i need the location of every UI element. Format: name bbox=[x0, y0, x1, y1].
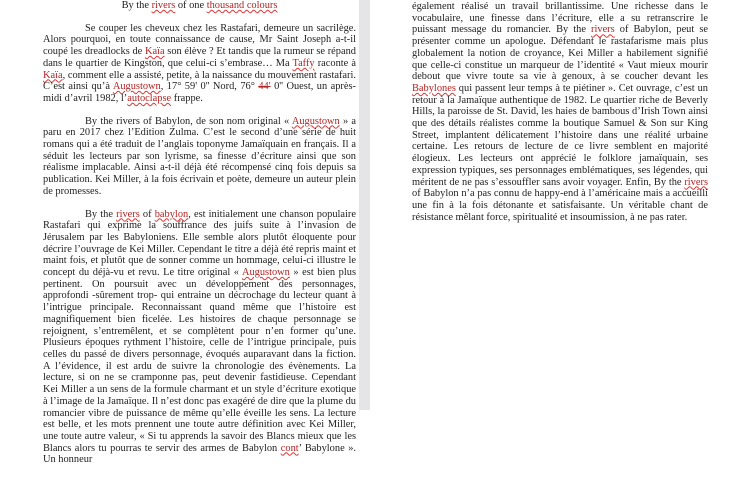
misspelled-word: babylon bbox=[154, 208, 189, 220]
text-run: By the rivers of Babylon, de son nom original « bbox=[85, 115, 292, 127]
text-run: of one bbox=[175, 0, 207, 11]
paragraph bbox=[412, 1, 708, 223]
misspelled-word: rivers bbox=[684, 176, 708, 188]
page-left bbox=[43, 0, 356, 477]
misspelled-word: autoclapse bbox=[127, 92, 172, 104]
text-run: of bbox=[139, 208, 155, 220]
paragraph bbox=[43, 23, 356, 105]
misspelled-word: Taffy bbox=[292, 57, 315, 69]
paragraph bbox=[43, 116, 356, 198]
text-run: Se couper les cheveux chez les Rastafari, demeure un sacrilège. Alors pourquoi, en toute connaissance de cause, Mr Saint Joseph a-t-il coupé les dreadlocks de bbox=[43, 22, 356, 58]
misspelled-word: Augustown bbox=[241, 267, 290, 279]
misspelled-word: rivers bbox=[116, 208, 140, 220]
text-run: son élève ? Et tandis que la rumeur se répand dans le quartier de Kingston, que celui-ci s’embrase… Ma bbox=[43, 46, 356, 69]
deleted-text: 44' bbox=[258, 81, 271, 93]
misspelled-word: Babylones bbox=[412, 82, 456, 94]
misspelled-word: Augustown bbox=[291, 115, 340, 127]
text-run: raconte à bbox=[314, 57, 356, 69]
misspelled-word: Augustown bbox=[112, 81, 161, 93]
text-run: qui passent leur temps à te piétiner ». Cet ouvrage, c’est un retour à la Jamaïque authentique de 1982. Le quartier riche de Beverly Hills, la paroisse de St. David, les haies de bambous d’Irish Town ainsi que des détails réalistes comme la boutique Samuel & Son sur King Street, implantent délicatement l’histoire dans une réalité urbaine certaine. Les retours de lecture de ce livre semblent en majorité élogieux. Les lecteurs ont apprécié le folklore jamaïquain, ses expression typiques, ses personnages emblématiques, ses légendes, qui méritent de ne pas s’essouffler sans avoir voyager. Enfin, By the bbox=[412, 82, 708, 188]
text-run: » est bien plus pertinent. On poursuit avec un développement des personnages, approfondi -sûrement trop- qui entraine un décrochage du lecteur quant à l’intrigue principale. Reconnaissant quand même que l’histoire est magnifiquement bien ficelée. Les histoires de chaque personnage se rejoignent, s’entremêlent, et se complètent pour n’en former qu’une. Plusieurs époques rythment l’histoire, celle de l’intrigue principale, puis celles du passé de divers personnage, évoqués auparavant dans la fiction. A l’évidence, il est ardu de suivre la chronologie des évènements. La lecture, si on ne se cramponne pas, peut devenir fastidieuse. Cependant Kei Miller a un sens de la formule charmant et un style d’écriture exotique à l’image de la Jamaïque. Il n’est donc pas exagéré de dire que la plume du romancier vibre de puissance de même qu’elle éveille les sens. La lecture est belle, et les mots prennent une toute autre définition avec Kei Miller, une toute autre valeur, « Si tu apprends la savoir des Blancs mieux que les Blancs alors tu pourras te servir des armes de Babylon bbox=[43, 267, 356, 454]
misspelled-word: rivers bbox=[151, 0, 176, 11]
text-run: By the bbox=[85, 208, 117, 220]
misspelled-word: Kaïa bbox=[144, 46, 165, 58]
page-gap-divider bbox=[359, 0, 370, 410]
text-run: of Babylon n’a pas connu de happy-end à l’américaine mais a accueilli une fin à la fois détonante et satisfaisante. Un véritable chant de résistance mêlant force, spiritualité et insoumission, à ne pas rater. bbox=[412, 188, 708, 223]
text-run: , comment elle a assisté, petite, à la naissance du mouvement rastafari. C’est ainsi qu’à bbox=[43, 69, 356, 93]
misspelled-word: Kaïa bbox=[43, 69, 63, 81]
page-right bbox=[412, 1, 708, 234]
text-run: également réalisé un travail brillantissime. Une richesse dans le vocabulaire, une finesse dans l’écriture, elle a su retranscrire le puissant message du romancier. By the bbox=[412, 1, 708, 36]
misspelled-word: rivers bbox=[591, 24, 615, 36]
text-run: 0'' Ouest, un après-midi d’avril 1982, l’ bbox=[43, 81, 356, 104]
text-run: of Babylon, peut se présenter comme un apologue. Défendant le rastafarisme mais plus globalement la notion de croyance, Kei Miller a habilement signifié que celle-ci constitue un marqueur de l’identité « Vaut mieux mourir debout que vivre toute sa vie à genoux, à se coucher devant les bbox=[412, 24, 708, 83]
text-run: , 17° 59' 0'' Nord, 76° bbox=[160, 81, 259, 93]
text-run: ’ Babylone ». Un honneur bbox=[43, 442, 356, 466]
misspelled-word: cont bbox=[280, 442, 299, 454]
document-title bbox=[43, 0, 356, 12]
text-run: , est initialement une chanson populaire Rastafari qui exprime la souffrance des juifs suite à l’invasion de Jérusalem par les Babyloniens. Elle semble alors plutôt éloquente pour décrire l’ouvrage de Kei Miller. Cependant le titre a déjà été repris maint et maint fois, et plutôt que de sonner comme un hommage, celui-ci illustre le concept du déjà-vu et revu. Le titre original « bbox=[43, 208, 356, 279]
text-run: » a paru en 2017 chez l’Edition Zulma. C’est le second d’une série de huit romans qui a été traduit de l’anglais toponyme Jamaïquain en français. Il a séduit les lecteurs par son lyrisme, sa finesse d’écriture ainsi que son réalisme implacable. Ainsi a-t-il déjà été récompensé cinq fois depuis sa publication. Kei Miller, à la fois écrivain et poète, demeure un auteur plein de promesses. bbox=[43, 115, 356, 197]
text-run: By the bbox=[121, 0, 152, 11]
misspelled-word: thousand colours bbox=[206, 0, 278, 11]
paragraph bbox=[43, 209, 356, 466]
text-run: frappe. bbox=[171, 92, 203, 104]
